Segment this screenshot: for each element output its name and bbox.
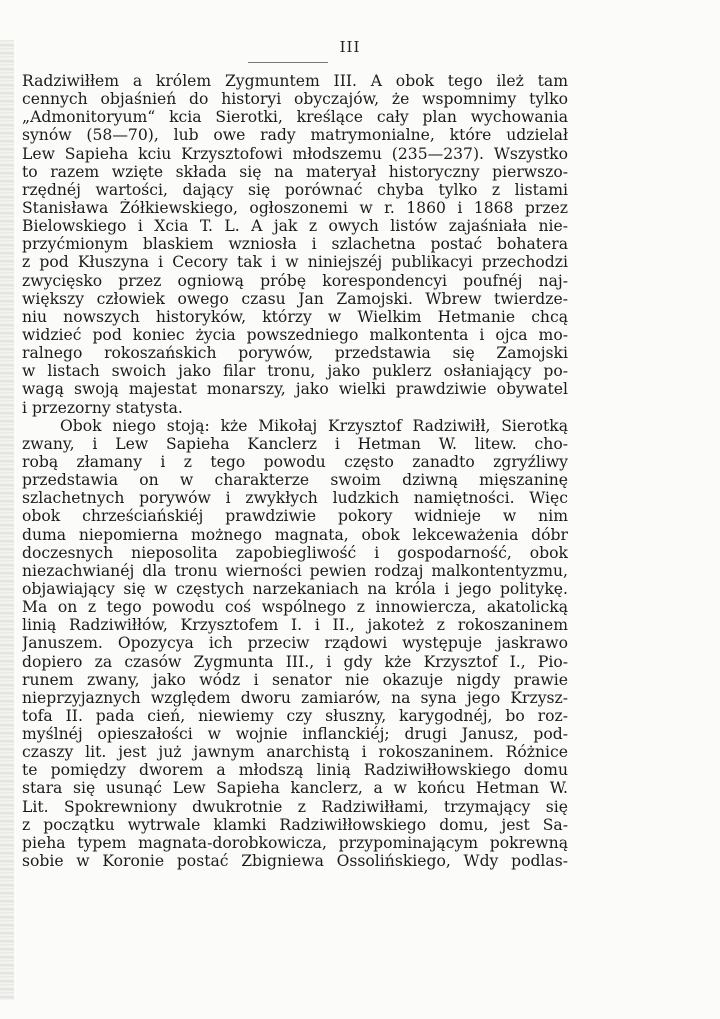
text-line: dopiero za czasów Zygmunta III., i gdy kże Krzysztof I., Pio-: [22, 652, 568, 671]
text-line: wagą swoją majestat monarszy, jako wielki prawdziwie obywatel: [22, 380, 568, 399]
text-line: z początku wytrwale klamki Radziwiłłowskiego domu, jest Sa-: [22, 815, 568, 834]
text-line: Radziwiłłem a królem Zygmuntem III. A obok tego ileż tam: [22, 72, 568, 90]
text-line: niezachwianéj dla tronu wierności pewien rodzaj malkontentyzmu,: [22, 561, 568, 580]
text-line: cennych objaśnień do historyi obyczajów, że wspomnimy tylko: [22, 90, 568, 109]
text-line: nieprzyjaznych względem dworu zamiarów, na syna jego Krzysz-: [22, 688, 568, 707]
text-line: szlachetnych porywów i zwykłych ludzkich namiętności. Więc: [22, 489, 568, 508]
text-line: przedstawia on w charakterze swoim dziwną mięszaninę: [22, 471, 568, 490]
text-line: ralnego rokoszańskich porywów, przedstawia się Zamojski: [22, 344, 568, 363]
body-text: [22, 72, 568, 870]
text-line: niu nowszych historyków, którzy w Wielkim Hetmanie chcą: [22, 307, 568, 326]
text-line: Lew Sapieha kciu Krzysztofowi młodszemu (235—237). Wszystko: [22, 144, 568, 163]
text-line: Januszem. Opozycya ich przeciw rządowi występuje jaskrawo: [22, 634, 568, 653]
text-line: te pomiędzy dworem a młodszą linią Radziwiłłowskiego domu: [22, 761, 568, 780]
text-line: runem zwany, jako wódz i senator nie okazuje nigdy prawie: [22, 670, 568, 689]
text-line: „Admonitoryum“ kcia Sierotki, kreślące cały plan wychowania: [22, 108, 568, 127]
header-rule: [248, 62, 328, 63]
text-line: stara się usunąć Lew Sapieha kanclerz, a w końcu Hetman W.: [22, 779, 568, 798]
page-edge-shadow: [0, 40, 14, 1000]
text-line: przyćmionym blaskiem wzniosła i szlachetna postać bohatera: [22, 235, 568, 254]
text-line: widzieć pod koniec życia powszedniego malkontenta i ojca mo-: [22, 325, 568, 344]
text-line: robą złamany i z tego powodu często zanadto zgryźliwy: [22, 452, 568, 471]
text-line: Bielowskiego i Xcia T. L. A jak z owych listów zajaśniała nie-: [22, 217, 568, 236]
text-line: synów (58—70), lub owe rady matrymonialne, które udzielał: [22, 126, 568, 145]
text-line: czaszy lit. jest już jawnym anarchistą i rokoszaninem. Różnice: [22, 743, 568, 762]
text-line: pieha typem magnata-dorobkowicza, przypominającym pokrewną: [22, 833, 568, 852]
page-header: [0, 38, 720, 57]
page-number: III: [339, 38, 361, 56]
text-line: zwycięsko przez ogniową próbę korespondencyi poufnéj naj-: [22, 271, 568, 290]
text-line: doczesnych nieposolita zapobiegliwość i gospodarność, obok: [22, 543, 568, 562]
text-line: tofa II. pada cień, niewiemy czy słuszny, karygodnéj, bo roz-: [22, 706, 568, 725]
text-line: rzędnéj wartości, dający się porównać chyba tylko z listami: [22, 180, 568, 199]
text-line: myślnéj opieszałości w wojnie inflanckiéj; drugi Janusz, pod-: [22, 725, 568, 744]
text-line: Obok niego stoją: kże Mikołaj Krzysztof Radziwiłł, Sierotką: [60, 416, 568, 435]
text-line: zwany, i Lew Sapieha Kanclerz i Hetman W. litew. cho-: [22, 434, 568, 453]
text-line: objawiający się w częstych narzekaniach na króla i jego politykę.: [22, 579, 568, 598]
text-line: linią Radziwiłłów, Krzysztofem I. i II., jakoteż z rokoszaninem: [22, 616, 568, 635]
text-line: Lit. Spokrewniony dwukrotnie z Radziwiłłami, trzymający się: [22, 797, 568, 816]
text-line: Stanisława Żółkiewskiego, ogłoszonemi w r. 1860 i 1868 przez: [22, 198, 568, 217]
text-line: Ma on z tego powodu coś wspólnego z innowiercza, akatolicką: [22, 598, 568, 617]
text-line: obok chrześciańskiéj prawdziwie pokory widnieje w nim: [22, 507, 568, 526]
text-line: z pod Kłuszyna i Cecory tak i w niniejszéj publikacyi przechodzi: [22, 253, 568, 272]
text-line: sobie w Koronie postać Zbigniewa Ossolińskiego, Wdy podlas-: [22, 852, 568, 871]
text-line: duma niepomierna możnego magnata, obok lekceważenia dóbr: [22, 525, 568, 544]
text-line: w listach swoich jako filar tronu, jako puklerz osłaniający po-: [22, 362, 568, 381]
text-line: to razem wzięte składa się na materyał historyczny pierwszo-: [22, 162, 568, 181]
text-line: i przezorny statysta.: [22, 398, 183, 417]
text-line: większy człowiek owego czasu Jan Zamojski. Wbrew twierdze-: [22, 289, 568, 308]
